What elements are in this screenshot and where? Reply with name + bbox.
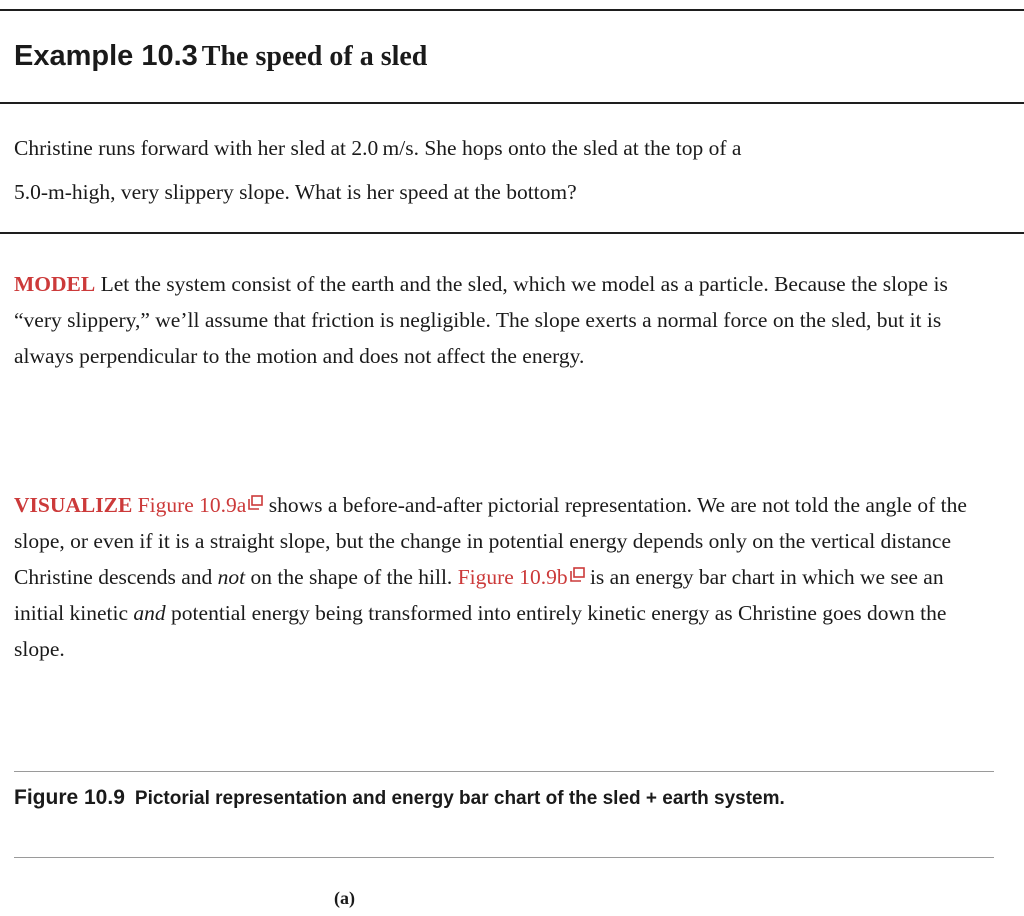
- visualize-emphasis-and: and: [133, 601, 166, 625]
- model-paragraph: [14, 266, 949, 374]
- problem-rule: [0, 232, 1024, 234]
- visualize-paragraph: [14, 487, 979, 667]
- visualize-text-2: on the shape of the hill.: [245, 565, 458, 589]
- figure-panel-label-a: (a): [334, 888, 355, 908]
- model-tag: MODEL: [14, 272, 96, 296]
- problem-line-1: Christine runs forward with her sled at 2.0 m/s. She hops onto the sled at the top of a: [14, 136, 742, 160]
- figure-bottom-rule: [14, 857, 994, 858]
- external-link-icon[interactable]: [570, 567, 585, 582]
- figure-10-9b-link[interactable]: Figure 10.9b: [457, 565, 568, 589]
- model-text: Let the system consist of the earth and the sled, which we model as a particle. Because the slope is “very slippery,” we’ll assume that friction is negligible. The slope exerts a normal force on the sled, but it is always perpendicular to the motion and does not affect the energy.: [14, 272, 948, 368]
- figure-caption-text: Pictorial representation and energy bar chart of the sled + earth system.: [134, 788, 785, 809]
- external-link-icon[interactable]: [248, 495, 263, 510]
- example-number: Example 10.3: [14, 40, 198, 72]
- top-rule: [0, 9, 1024, 11]
- problem-line-2: 5.0-m-high, very slippery slope. What is her speed at the bottom?: [14, 180, 577, 204]
- visualize-text-1: shows a before-and-after pictorial representation. We are not told the angle of the slope, or even if it is a straight slope, but the change in potential energy depends only on the vertical distance Christine descends and: [14, 493, 967, 589]
- figure-10-9a-link[interactable]: Figure 10.9a: [137, 493, 247, 517]
- visualize-tag: VISUALIZE: [14, 493, 133, 517]
- visualize-emphasis-not: not: [217, 565, 246, 589]
- example-heading: [14, 36, 427, 73]
- example-title: The speed of a sled: [201, 41, 428, 72]
- title-rule: [0, 102, 1024, 104]
- figure-number: Figure 10.9: [14, 786, 125, 809]
- visualize-text-4: potential energy being transformed into entirely kinetic energy as Christine goes down the slope.: [14, 601, 947, 661]
- figure-top-rule: [14, 771, 994, 772]
- visualize-text-3: is an energy bar chart in which we see an initial kinetic: [14, 565, 944, 625]
- figure-caption: [14, 782, 974, 815]
